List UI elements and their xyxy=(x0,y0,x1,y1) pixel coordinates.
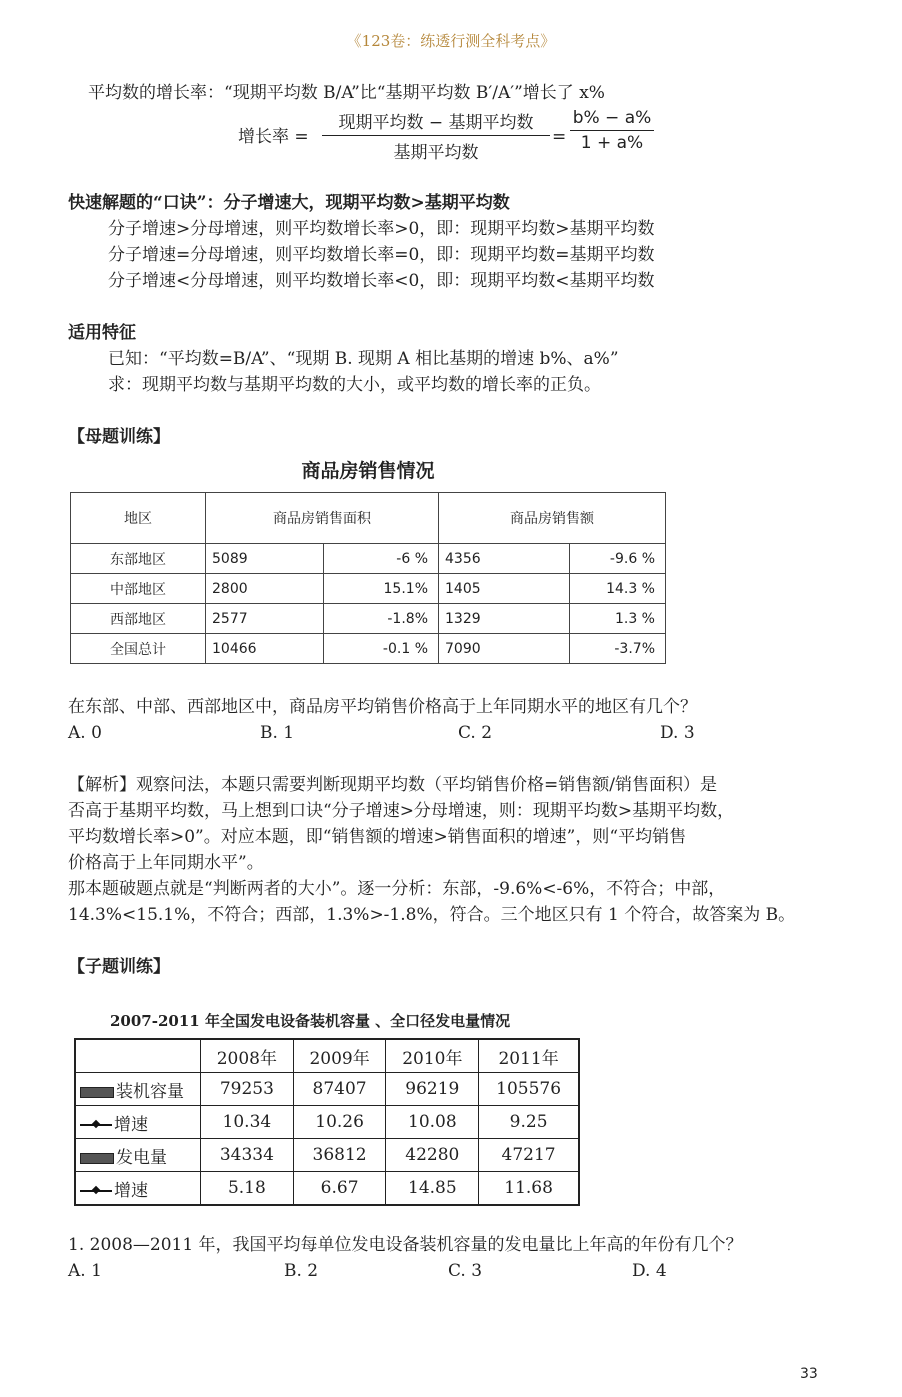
region-cell: 西部地区 xyxy=(71,604,206,634)
header-region: 地区 xyxy=(71,493,206,544)
sales-table-header xyxy=(71,493,666,544)
table-row xyxy=(75,1106,579,1139)
amount-cell: 4356 xyxy=(439,544,570,574)
row-label xyxy=(75,1172,201,1206)
row-label-text: 装机容量 xyxy=(116,1081,184,1102)
analysis-line-1: 【解析】观察问法，本题只需要判断现期平均数（平均销售价格=销售额/销售面积）是 xyxy=(68,775,717,795)
formula-intro: 平均数的增长率：“现期平均数 B/A”比“基期平均数 B′/A′”增长了 x% xyxy=(88,83,605,103)
amount-cell: 1329 xyxy=(439,604,570,634)
value-cell: 42280 xyxy=(386,1139,479,1172)
table-row xyxy=(71,574,666,604)
child-option-d: D. 4 xyxy=(632,1261,667,1281)
area-cell: 2577 xyxy=(206,604,324,634)
fraction-2-numerator: b% − a% xyxy=(570,108,654,131)
features-known: 已知：“平均数=B/A”、“现期 B. 现期 A 相比基期的增速 b%、a%” xyxy=(108,349,619,369)
sales-table xyxy=(70,492,666,664)
value-cell: 96219 xyxy=(386,1073,479,1106)
region-cell: 全国总计 xyxy=(71,634,206,664)
features-title: 适用特征 xyxy=(68,323,136,343)
value-cell: 9.25 xyxy=(479,1106,579,1139)
rule-line-2: 分子增速=分母增速，则平均数增长率=0，即：现期平均数=基期平均数 xyxy=(108,245,655,265)
amount-cell: 7090 xyxy=(439,634,570,664)
fraction-2-denominator: 1 + a% xyxy=(580,133,644,153)
value-cell: 5.18 xyxy=(201,1172,294,1206)
fraction-1-numerator: 现期平均数 − 基期平均数 xyxy=(322,108,550,136)
amount-growth-cell: -3.7% xyxy=(570,634,666,664)
region-cell: 东部地区 xyxy=(71,544,206,574)
table-row xyxy=(71,604,666,634)
value-cell: 10.08 xyxy=(386,1106,479,1139)
row-label xyxy=(75,1139,201,1172)
year-header: 2010年 xyxy=(386,1039,479,1073)
line-legend-icon xyxy=(80,1190,112,1192)
area-cell: 2800 xyxy=(206,574,324,604)
child-option-b: B. 2 xyxy=(284,1261,319,1281)
page-header: 《123卷：练透行测全科考点》 xyxy=(346,32,556,50)
line-legend-icon xyxy=(80,1124,112,1126)
mother-table-title: 商品房销售情况 xyxy=(301,460,435,482)
row-label xyxy=(75,1106,201,1139)
value-cell: 10.26 xyxy=(293,1106,386,1139)
child-table-title: 2007-2011 年全国发电设备装机容量 、全口径发电量情况 xyxy=(110,1012,511,1030)
features-ask: 求：现期平均数与基期平均数的大小，或平均数的增长率的正负。 xyxy=(108,375,601,395)
row-label-text: 增速 xyxy=(114,1180,148,1201)
year-header: 2008年 xyxy=(201,1039,294,1073)
analysis-line-4: 价格高于上年同期水平”。 xyxy=(68,853,264,873)
value-cell: 14.85 xyxy=(386,1172,479,1206)
value-cell: 34334 xyxy=(201,1139,294,1172)
area-cell: 10466 xyxy=(206,634,324,664)
header-area: 商品房销售面积 xyxy=(206,493,439,544)
row-label-text: 发电量 xyxy=(116,1147,167,1168)
analysis-line-5: 那本题破题点就是“判断两者的大小”。逐一分析：东部，-9.6%<-6%，不符合；中部， xyxy=(68,879,726,899)
bar-legend-icon xyxy=(80,1087,114,1098)
value-cell: 79253 xyxy=(201,1073,294,1106)
value-cell: 87407 xyxy=(293,1073,386,1106)
value-cell: 105576 xyxy=(479,1073,579,1106)
child-option-a: A. 1 xyxy=(68,1261,102,1281)
fraction-1-denominator: 基期平均数 xyxy=(393,143,479,163)
amount-growth-cell: -9.6 % xyxy=(570,544,666,574)
row-label xyxy=(75,1073,201,1106)
year-header: 2011年 xyxy=(479,1039,579,1073)
page-number: 33 xyxy=(800,1366,818,1382)
value-cell: 36812 xyxy=(293,1139,386,1172)
power-table xyxy=(74,1038,580,1206)
analysis-line-2: 否高于基期平均数，马上想到口诀“分子增速>分母增速，则：现期平均数>基期平均数， xyxy=(68,801,735,821)
mother-question: 在东部、中部、西部地区中，商品房平均销售价格高于上年同期水平的地区有几个？ xyxy=(68,697,697,717)
formula-equals: = xyxy=(552,127,567,147)
area-growth-cell: -6 % xyxy=(324,544,439,574)
fraction-1 xyxy=(322,108,550,163)
region-cell: 中部地区 xyxy=(71,574,206,604)
area-cell: 5089 xyxy=(206,544,324,574)
area-growth-cell: -1.8% xyxy=(324,604,439,634)
table-row xyxy=(71,544,666,574)
table-row xyxy=(75,1073,579,1106)
area-growth-cell: -0.1 % xyxy=(324,634,439,664)
table-row xyxy=(75,1172,579,1206)
year-header: 2009年 xyxy=(293,1039,386,1073)
rule-line-3: 分子增速<分母增速，则平均数增长率<0，即：现期平均数<基期平均数 xyxy=(108,271,655,291)
value-cell: 10.34 xyxy=(201,1106,294,1139)
analysis-line-6: 14.3%<15.1%，不符合；西部，1.3%>-1.8%，符合。三个地区只有 1 个符合，故答案为 B。 xyxy=(68,905,796,925)
value-cell: 47217 xyxy=(479,1139,579,1172)
child-question: 1. 2008—2011 年，我国平均每单位发电设备装机容量的发电量比上年高的年份有几个？ xyxy=(68,1235,743,1255)
mother-option-d: D. 3 xyxy=(660,723,695,743)
formula-lhs: 增长率 = xyxy=(238,127,309,147)
value-cell: 6.67 xyxy=(293,1172,386,1206)
power-table-header xyxy=(75,1039,579,1073)
mother-option-c: C. 2 xyxy=(458,723,493,743)
table-row xyxy=(71,634,666,664)
child-tag: 【子题训练】 xyxy=(68,957,170,977)
header-amount: 商品房销售额 xyxy=(439,493,666,544)
bar-legend-icon xyxy=(80,1153,114,1164)
mother-option-a: A. 0 xyxy=(68,723,102,743)
table-row xyxy=(75,1139,579,1172)
rule-line-1: 分子增速>分母增速，则平均数增长率>0，即：现期平均数>基期平均数 xyxy=(108,219,655,239)
mother-tag: 【母题训练】 xyxy=(68,427,170,447)
amount-cell: 1405 xyxy=(439,574,570,604)
fraction-2 xyxy=(570,108,654,153)
amount-growth-cell: 14.3 % xyxy=(570,574,666,604)
area-growth-cell: 15.1% xyxy=(324,574,439,604)
value-cell: 11.68 xyxy=(479,1172,579,1206)
child-option-c: C. 3 xyxy=(448,1261,483,1281)
rule-title: 快速解题的“口诀”：分子增速大，现期平均数>基期平均数 xyxy=(68,193,510,213)
analysis-line-3: 平均数增长率>0”。对应本题，即“销售额的增速>销售面积的增速”，则“平均销售 xyxy=(68,827,687,847)
mother-option-b: B. 1 xyxy=(260,723,295,743)
amount-growth-cell: 1.3 % xyxy=(570,604,666,634)
row-label-text: 增速 xyxy=(114,1114,148,1135)
